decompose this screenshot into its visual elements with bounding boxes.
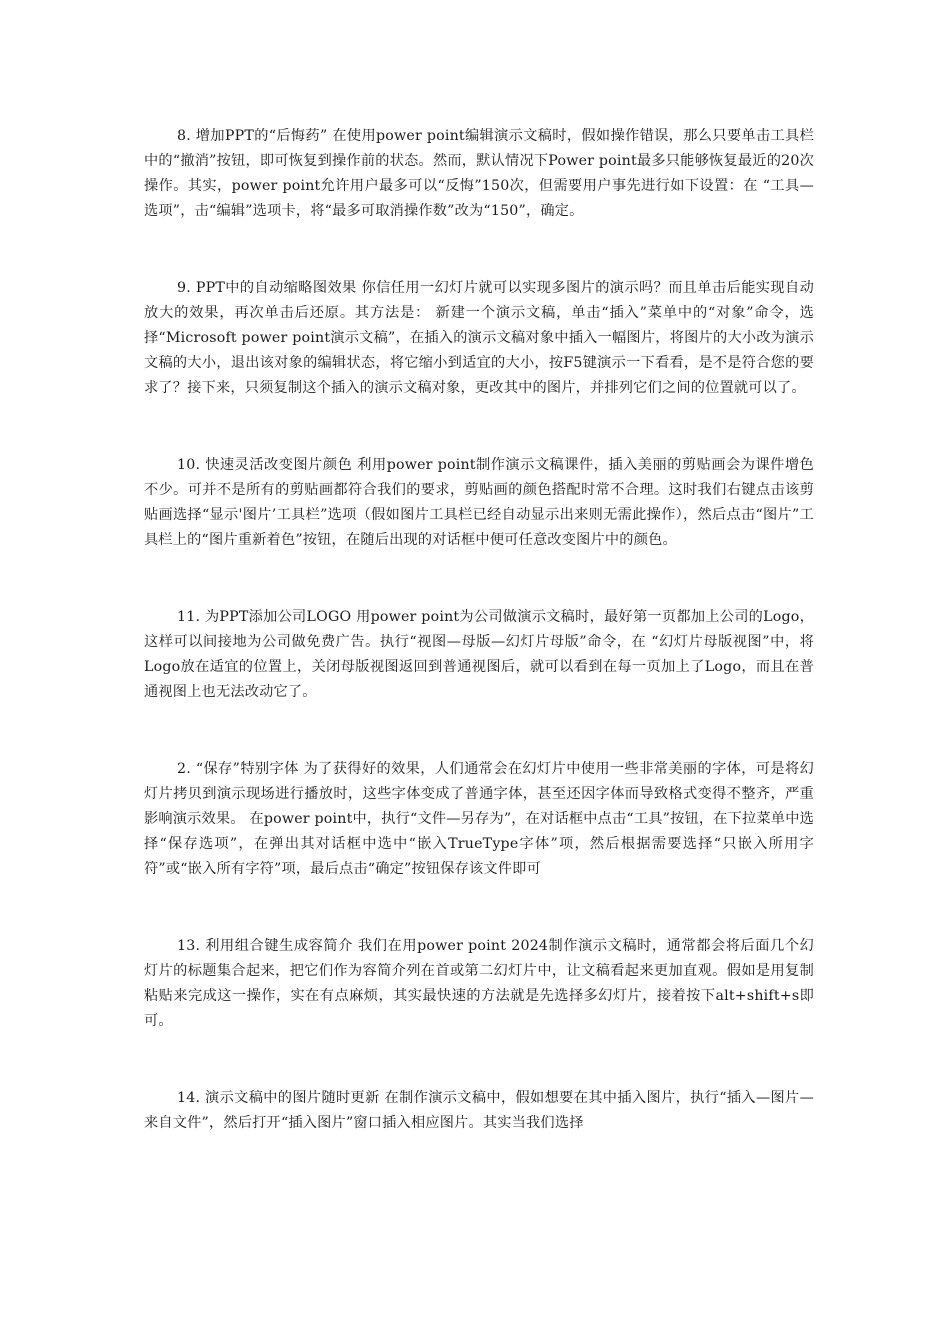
paragraph-tip-11: 11. 为PPT添加公司LOGO 用power point为公司做演示文稿时，最好第一页都加上公司的Logo，这样可以间接地为公司做免费广告。执行“视图—母版—幻灯片母版”命令，在 “幻灯片母版视图”中，将Logo放在适宜的位置上，关闭母版视图返回到普通视图后，就可以看到在每一页加上了Logo，而且在普通视图上也无法改动它了。	[144, 609, 814, 700]
document-body	[144, 124, 814, 1136]
paragraph-tip-13: 13. 利用组合键生成容简介 我们在用power point 2024制作演示文稿时，通常都会将后面几个幻灯片的标题集合起来，把它们作为容简介列在首或第二幻灯片中，让文稿看起来更加直观。假如是用复制粘贴来完成这一操作，实在有点麻烦，其实最快速的方法就是先选择多幻灯片，接着按下alt+shift+s即可。	[144, 938, 814, 1029]
paragraph-tip-14: 14. 演示文稿中的图片随时更新 在制作演示文稿中，假如想要在其中插入图片，执行“插入—图片—来自文件”，然后打开“插入图片”窗口插入相应图片。其实当我们选择	[144, 1090, 814, 1131]
paragraph-tip-2: 2. “保存”特别字体 为了获得好的效果，人们通常会在幻灯片中使用一些非常美丽的字体，可是将幻灯片拷贝到演示现场进行播放时，这些字体变成了普通字体，甚至还因字体而导致格式变得不整齐，严重影响演示效果。 在power point中，执行“文件—另存为”，在对话框中点击“工具”按钮，在下拉菜单中选择“保存选项”，在弹出其对话框中选中“嵌入TrueType字体”项，然后根据需要选择“只嵌入所用字符”或“嵌入所有字符”项，最后点击“确定”按钮保存该文件即可	[144, 761, 814, 877]
paragraph-tip-8: 8. 增加PPT的“后悔药” 在使用power point编辑演示文稿时，假如操作错误，那么只要单击工具栏中的“撤消”按钮，即可恢复到操作前的状态。然而，默认情况下Power point最多只能够恢复最近的20次操作。其实，power point允许用户最多可以“反悔”150次，但需要用户事先进行如下设置：在 “工具—选项”，击“编辑”选项卡，将“最多可取消操作数”改为“150”，确定。	[144, 128, 814, 219]
paragraph-tip-10: 10. 快速灵活改变图片颜色 利用power point制作演示文稿课件，插入美丽的剪贴画会为课件增色不少。可并不是所有的剪贴画都符合我们的要求，剪贴画的颜色搭配时常不合理。这时我们右键点击该剪贴画选择“显示'图片’工具栏”选项（假如图片工具栏已经自动显示出来则无需此操作），然后点击“图片”工具栏上的“图片重新着色”按钮，在随后出现的对话框中便可任意改变图片中的颜色。	[144, 457, 814, 548]
paragraph-tip-9: 9. PPT中的自动缩略图效果 你信任用一幻灯片就可以实现多图片的演示吗？而且单击后能实现自动放大的效果，再次单击后还原。其方法是： 新建一个演示文稿，单击“插入”菜单中的“对象”命令，选择“Microsoft power point演示文稿”，在插入的演示文稿对象中插入一幅图片，将图片的大小改为演示文稿的大小，退出该对象的编辑状态，将它缩小到适宜的大小，按F5键演示一下看看，是不是符合您的要求了？接下来，只须复制这个插入的演示文稿对象，更改其中的图片，并排列它们之间的位置就可以了。	[144, 280, 814, 396]
